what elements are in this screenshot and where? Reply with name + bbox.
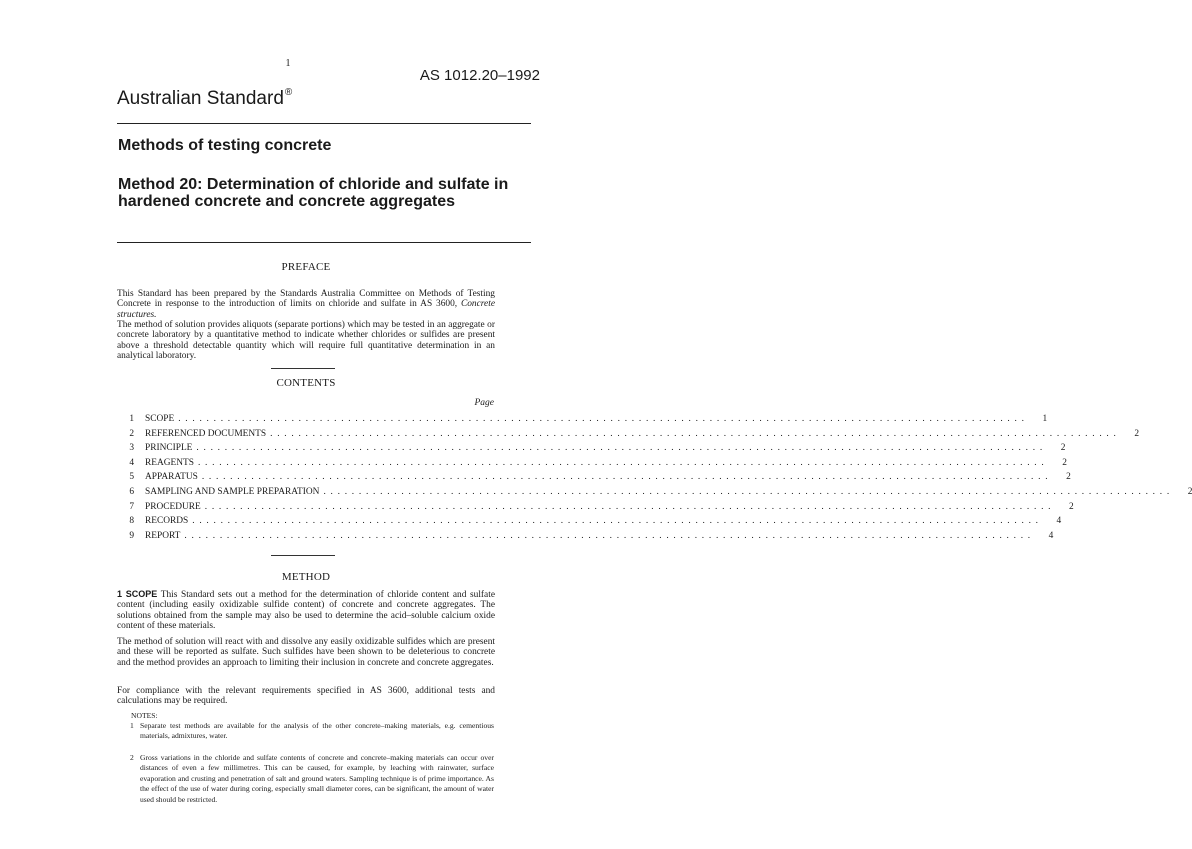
contents-item-title: REPORT (145, 530, 181, 541)
method-heading: METHOD (281, 571, 331, 583)
contents-heading: CONTENTS (276, 377, 336, 389)
registered-mark: ® (284, 87, 293, 98)
document-subtitle: Method 20: Determination of chloride and sulfate in hardened concrete and concrete aggregates (118, 176, 509, 210)
contents-item-page: 2 (1134, 428, 1140, 439)
contents-item-apparatus (117, 472, 1071, 487)
contents-item-page: 4 (1056, 516, 1062, 527)
note-number: 1 (130, 721, 134, 730)
contents-item-title: APPARATUS (145, 472, 198, 483)
contents-item-number: 2 (129, 428, 134, 439)
page-number: 1 (285, 58, 291, 69)
contents-item-number: 1 (129, 414, 134, 424)
contents-leader-dots: . . . . . . . . . . . . . . . . . . . . . . . . . . . . . . . . . . . . . . . . . . . . . . . . . . . . . . . . . . . . . . . . . . . . . . . . . . . . . . . . . . . . . . . . . . . . . . . . . . . . . . . . . . . . . . . . . . . . . . . . (323, 486, 1171, 497)
brand-text: Australian Standard (117, 88, 284, 109)
contents-leader-dots: . . . . . . . . . . . . . . . . . . . . . . . . . . . . . . . . . . . . . . . . . . . . . . . . . . . . . . . . . . . . . . . . . . . . . . . . . . . . . . . . . . . . . . . . . . . . . . . . . . . . . . . . . . . . . . . . . . . . . . . . (197, 457, 1045, 468)
brand-title (117, 87, 292, 110)
scope-text: This Standard sets out a method for the determination of chloride content and sulfate content (including easily oxidizable sulfide content) of concrete and concrete aggregates. The solutions obtained from the sample may also be used to determine the acid–soluble calcium oxide content of these materials. (117, 590, 495, 632)
standard-number: AS 1012.20–1992 (419, 67, 540, 84)
title-rule-top (117, 123, 531, 124)
contents-item-page: 2 (1062, 457, 1067, 468)
contents-item-page: 2 (1069, 501, 1074, 512)
method-paragraph-2: The method of solution will react with and dissolve any easily oxidizable sulfides which are present and these will be reported as sulfate. Such sulfides have been shown to be deleterious to concrete and the method provides an approach to limiting their inclusion in concrete and concrete aggregates. (117, 637, 495, 668)
contents-leader-dots: . . . . . . . . . . . . . . . . . . . . . . . . . . . . . . . . . . . . . . . . . . . . . . . . . . . . . . . . . . . . . . . . . . . . . . . . . . . . . . . . . . . . . . . . . . . . . . . . . . . . . . . . . . . . . . . . . . . . . . . . (184, 530, 1032, 541)
note-number: 2 (130, 753, 134, 762)
contents-item-page: 2 (1187, 486, 1192, 497)
contents-item-title: REFERENCED DOCUMENTS (145, 428, 267, 439)
section-separator (271, 555, 335, 556)
note-text: Gross variations in the chloride and sulfate contents of concrete and concrete–making materials can occur over distances of even a few millimetres. This can be caused, for example, by leaching with rainwater, surface evaporation and crusting and penetration of salt and ground waters. Sampling technique is of prime importance. As the effect of the use of water during coring, especially small diameter cores, can be significant, the amount of water used should be restricted. (140, 753, 494, 804)
preface-p1-text: This Standard has been prepared by the Standards Australia Committee on Methods of Testing Concrete in response to the introduction of limits on chloride and sulfate in AS 3600, (117, 289, 495, 310)
note-text: Separate test methods are available for the analysis of the other concrete–making materials, e.g. cementious materials, admixtures, water. (140, 721, 494, 741)
method-paragraph-3: For compliance with the relevant requirements specified in AS 3600, additional tests and calculations may be required. (117, 686, 495, 707)
contents-leader-dots: . . . . . . . . . . . . . . . . . . . . . . . . . . . . . . . . . . . . . . . . . . . . . . . . . . . . . . . . . . . . . . . . . . . . . . . . . . . . . . . . . . . . . . . . . . . . . . . . . . . . . . . . . . . . . . . . . . . . . . . . (178, 414, 1026, 424)
contents-leader-dots: . . . . . . . . . . . . . . . . . . . . . . . . . . . . . . . . . . . . . . . . . . . . . . . . . . . . . . . . . . . . . . . . . . . . . . . . . . . . . . . . . . . . . . . . . . . . . . . . . . . . . . . . . . . . . . . . . . . . . . . . (201, 472, 1049, 483)
contents-item-title: RECORDS (145, 516, 189, 527)
contents-item-page: 1 (1042, 414, 1048, 424)
contents-item-number: 3 (129, 443, 134, 454)
preface-heading: PREFACE (281, 261, 331, 273)
contents-item-page: 2 (1060, 443, 1066, 454)
contents-item-referenced-documents (117, 428, 1140, 444)
contents-item-number: 9 (129, 530, 134, 541)
document-title: Methods of testing concrete (118, 137, 332, 154)
contents-item-page: 2 (1066, 472, 1071, 483)
contents-item-number: 4 (129, 457, 134, 468)
contents-item-title: SAMPLING AND SAMPLE PREPARATION (145, 486, 320, 497)
contents-item-report (117, 530, 1054, 546)
title-rule-bottom (117, 242, 531, 243)
contents-item-number: 8 (129, 516, 134, 527)
preface-paragraph-1 (117, 289, 495, 320)
contents-item-scope (117, 414, 1048, 429)
contents-item-title: REAGENTS (145, 457, 194, 468)
contents-item-title: PRINCIPLE (145, 443, 193, 454)
contents-item-title: PROCEDURE (145, 501, 201, 512)
scope-label: 1 SCOPE (117, 589, 158, 599)
note-item (130, 753, 494, 805)
contents-leader-dots: . . . . . . . . . . . . . . . . . . . . . . . . . . . . . . . . . . . . . . . . . . . . . . . . . . . . . . . . . . . . . . . . . . . . . . . . . . . . . . . . . . . . . . . . . . . . . . . . . . . . . . . . . . . . . . . . . . . . . . . . (196, 443, 1044, 454)
contents-item-number: 5 (129, 472, 134, 483)
scope-paragraph (117, 589, 495, 632)
contents-item-number: 7 (129, 501, 134, 512)
contents-leader-dots: . . . . . . . . . . . . . . . . . . . . . . . . . . . . . . . . . . . . . . . . . . . . . . . . . . . . . . . . . . . . . . . . . . . . . . . . . . . . . . . . . . . . . . . . . . . . . . . . . . . . . . . . . . . . . . . . . . . . . . . . (204, 501, 1052, 512)
note-item (130, 721, 494, 742)
preface-paragraph-2: The method of solution provides aliquots (separate portions) which may be tested in an aggregate or concrete laboratory by a quantitative method to indicate whether chlorides or sulfides are present above a threshold detectable quantity which will require full quantitative determination in an analytical laboratory. (117, 320, 495, 362)
section-separator (271, 368, 335, 369)
contents-item-principle (117, 443, 1066, 458)
contents-item-number: 6 (129, 486, 134, 497)
contents-page-label: Page (474, 398, 494, 408)
contents-item-reagents (117, 457, 1067, 473)
contents-list (117, 414, 1192, 545)
contents-item-sampling-and-sample-preparation (117, 486, 1192, 502)
contents-leader-dots: . . . . . . . . . . . . . . . . . . . . . . . . . . . . . . . . . . . . . . . . . . . . . . . . . . . . . . . . . . . . . . . . . . . . . . . . . . . . . . . . . . . . . . . . . . . . . . . . . . . . . . . . . . . . . . . . . . . . . . . . (270, 428, 1118, 439)
contents-item-title: SCOPE (145, 414, 175, 424)
contents-item-procedure (117, 501, 1074, 517)
contents-item-page: 4 (1048, 530, 1054, 541)
contents-leader-dots: . . . . . . . . . . . . . . . . . . . . . . . . . . . . . . . . . . . . . . . . . . . . . . . . . . . . . . . . . . . . . . . . . . . . . . . . . . . . . . . . . . . . . . . . . . . . . . . . . . . . . . . . . . . . . . . . . . . . . . . . (192, 516, 1040, 527)
contents-item-records (117, 516, 1062, 531)
preface-p1-italic: Concrete structures. (117, 299, 495, 320)
notes-label: NOTES: (131, 711, 158, 720)
